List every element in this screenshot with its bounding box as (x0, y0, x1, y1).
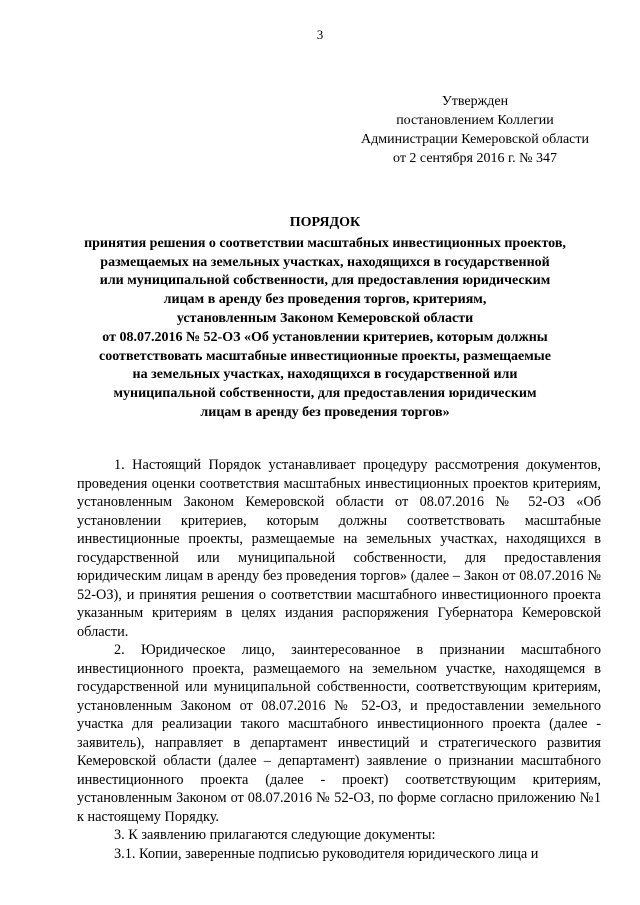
paragraph-1: 1. Настоящий Порядок устанавливает процедуру рассмотрения документов, проведения оценки соответствия масштабных инвестиционных проектов критериям, установленным Законом Кемеровской области от 08.07.2016 № 52-ОЗ «Об установлении критериев, которым должны соответствовать масштабные инвестиционные проекты, размещаемые на земельных участках, находящихся в государственной или муниципальной собственности, для предоставления юридическим лицам в аренду без проведения торгов» (далее – Закон от 08.07.2016 № 52-ОЗ), и принятия решения о соответствии масштабного инвестиционного проекта указанным критериям в целях издания распоряжения Губернатора Кемеровской области. (77, 457, 601, 640)
title-line: муниципальной собственности, для предоставления юридическим (113, 386, 537, 402)
title-line: или муниципальной собственности, для предоставления юридическим (99, 273, 551, 289)
document-body (77, 456, 601, 863)
paragraph-3-1: 3.1. Копии, заверенные подписью руководителя юридического лица и (114, 845, 539, 862)
title-line: на земельных участках, находящихся в государственной или (132, 367, 518, 383)
paragraph-2: 2. Юридическое лицо, заинтересованное в признании масштабного инвестиционного проекта, размещаемого на земельном участке, находящемся в государственной или муниципальной собственности, соответствующим критериям, установленным Законом от 08.07.2016 № 52-ОЗ, и предоставлении земельного участка для реализации такого масштабного инвестиционного проекта (далее - заявитель), направляет в департамент инвестиций и стратегического развития Кемеровской области (далее – департамент) заявление о признании масштабного инвестиционного проекта (далее - проект) соответствующим критериям, установленным Законом от 08.07.2016 № 52-ОЗ, по форме согласно приложению №1 к настоящему Порядку. (77, 642, 601, 825)
approval-line: Утвержден (441, 94, 509, 109)
title-line: лицам в аренду без проведения торгов, критериям, (163, 292, 487, 308)
title-line: соответствовать масштабные инвестиционные проекты, размещаемые (99, 348, 551, 364)
approval-line: Администрации Кемеровской области (361, 132, 589, 147)
title-line: лицам в аренду без проведения торгов» (200, 404, 450, 420)
title-line: установленным Законом Кемеровской области (176, 310, 474, 326)
title-line: размещаемых на земельных участках, находящихся в государственной (100, 254, 550, 270)
document-title (60, 214, 590, 423)
title-heading: ПОРЯДОК (289, 215, 361, 230)
title-line: принятия решения о соответствии масштабных инвестиционных проектов, (84, 235, 566, 251)
paragraph-3: 3. К заявлению прилагаются следующие документы: (114, 827, 436, 843)
approval-line: постановлением Коллегии (396, 113, 554, 128)
title-line: от 08.07.2016 № 52-ОЗ «Об установлении критериев, которым должны (102, 329, 548, 345)
approval-stamp (340, 92, 610, 168)
approval-line: от 2 сентября 2016 г. № 347 (393, 151, 557, 166)
page-number: 3 (316, 27, 324, 42)
